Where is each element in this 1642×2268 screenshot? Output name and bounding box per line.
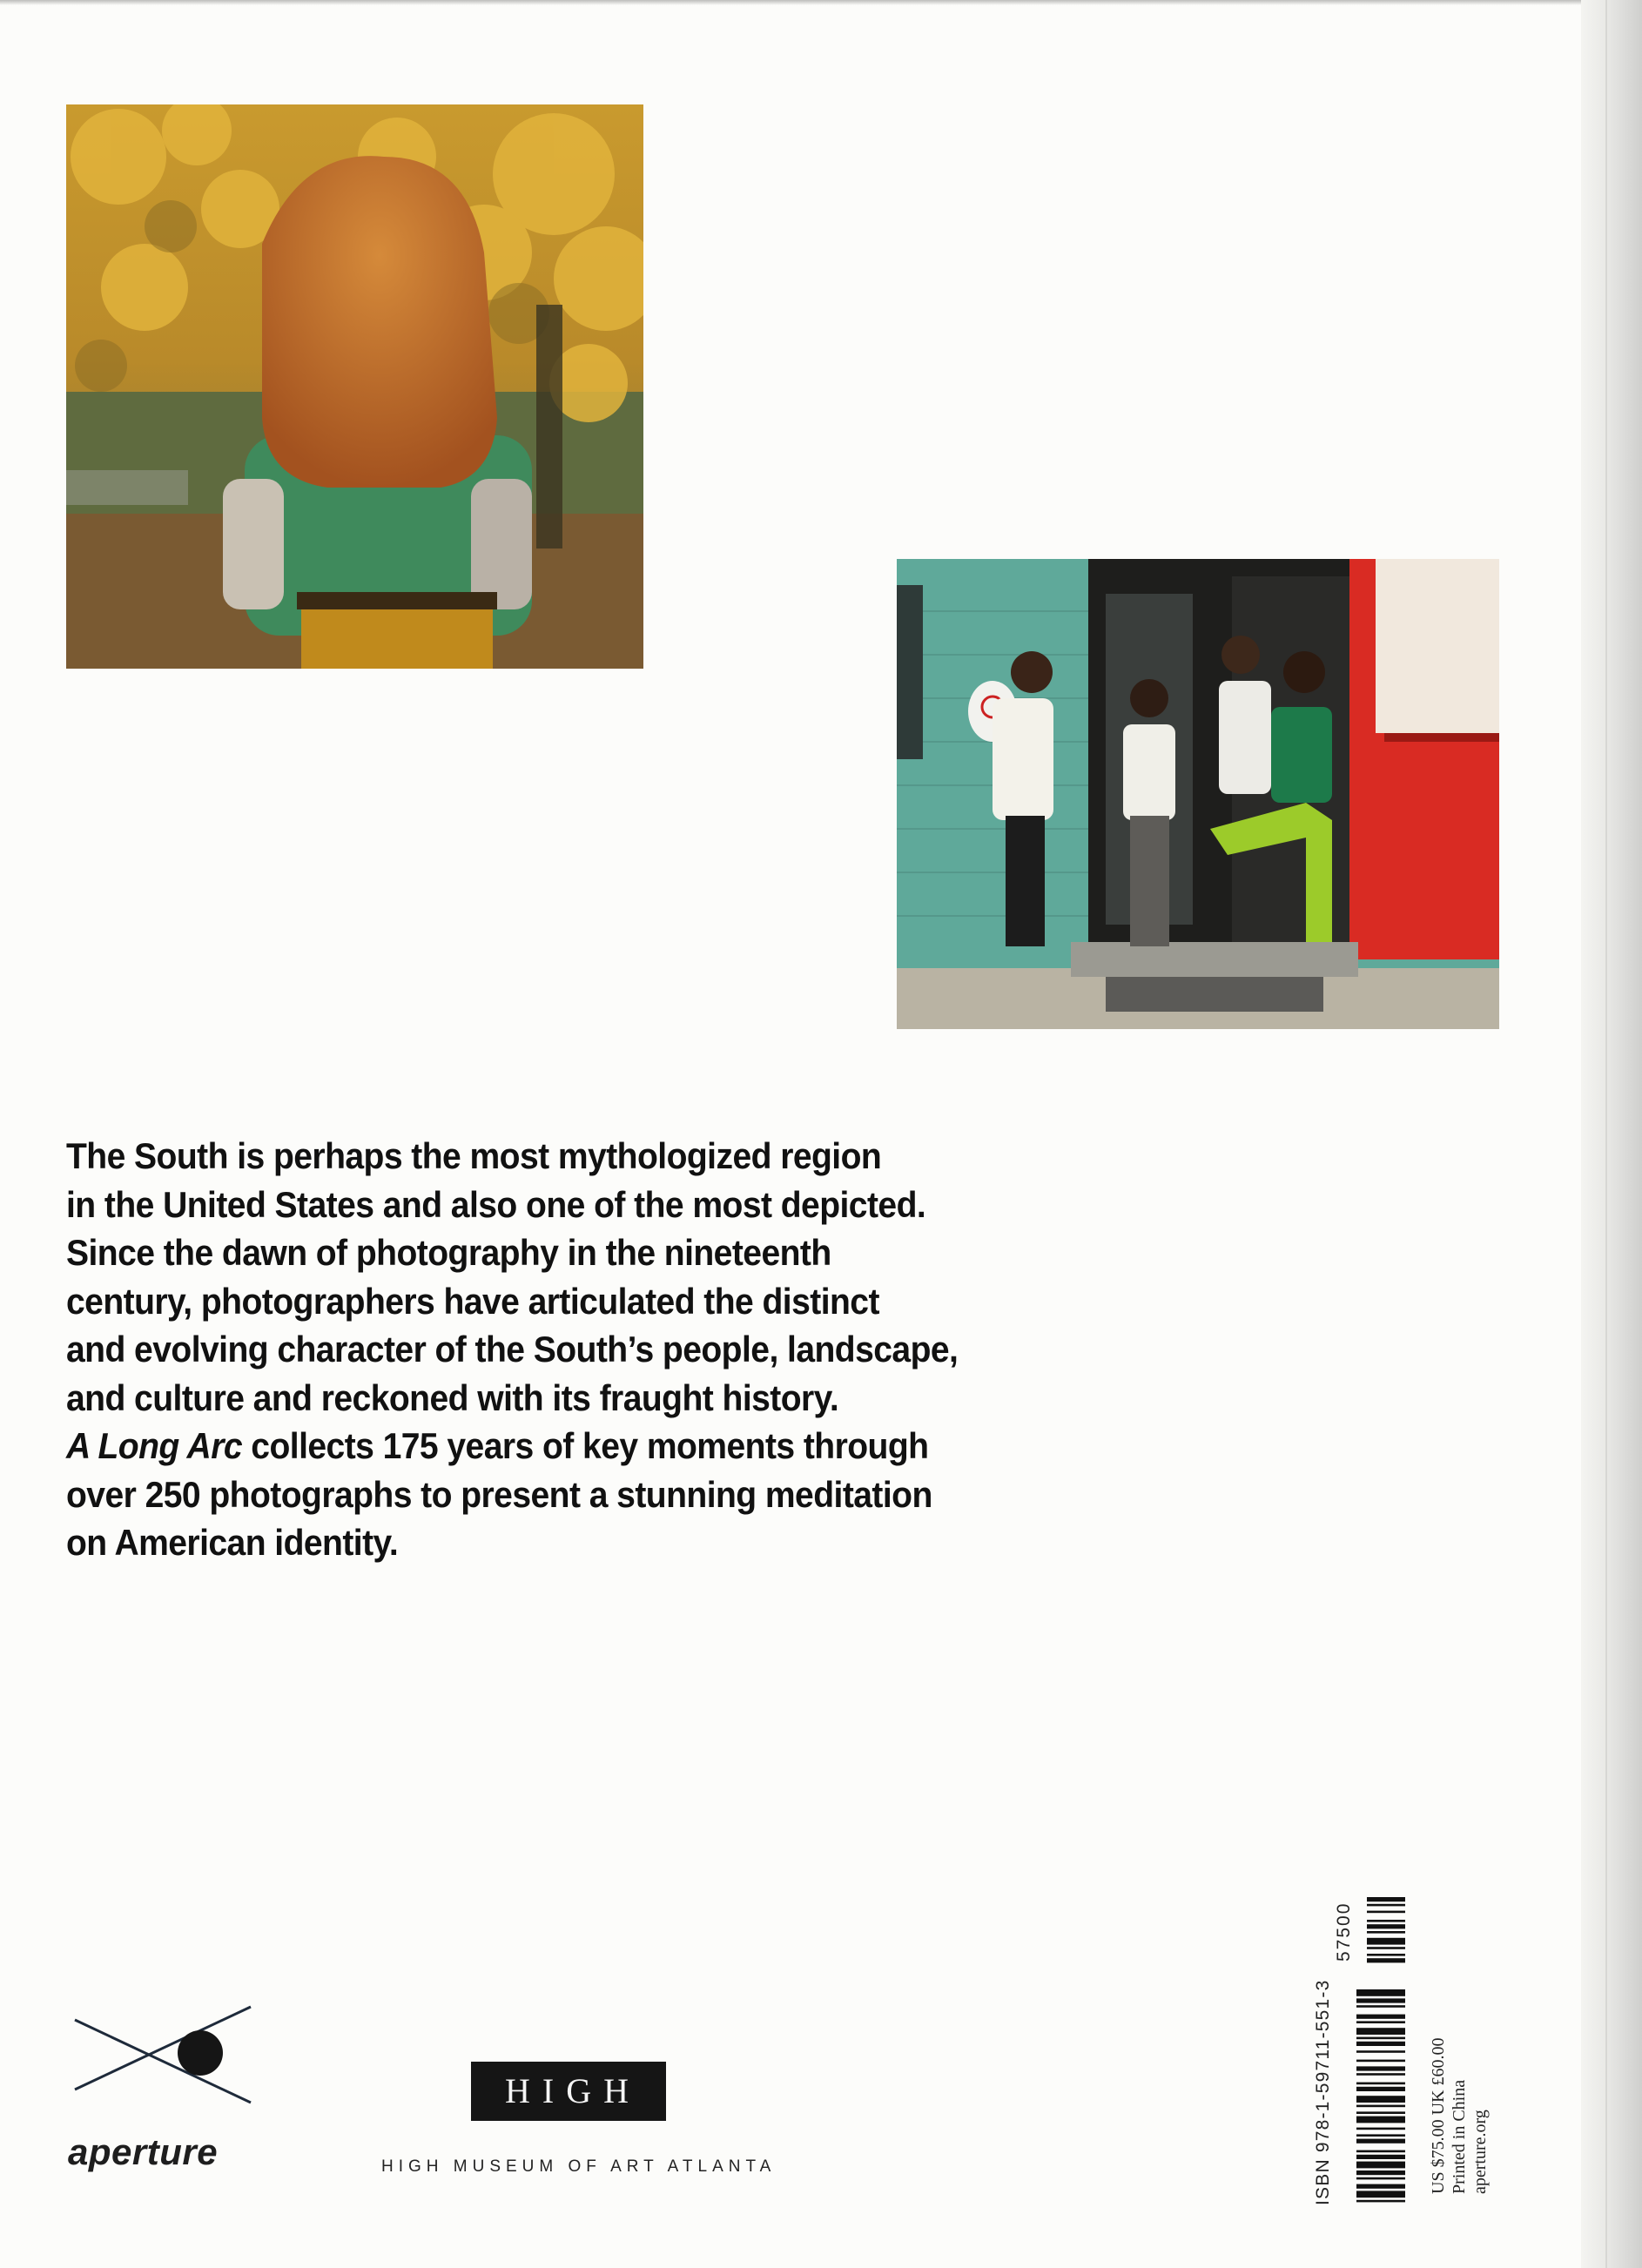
addon-bar — [1367, 1947, 1405, 1949]
high-museum-caption: HIGH MUSEUM OF ART ATLANTA — [381, 2157, 777, 2176]
spine-edge — [1581, 0, 1642, 2268]
barcode-bar — [1356, 2191, 1405, 2197]
addon-bar — [1367, 1931, 1405, 1934]
blurb-line: and culture and reckoned with its fraught history. — [66, 1376, 839, 1418]
barcode-bar — [1356, 2073, 1405, 2076]
barcode-bar — [1356, 2117, 1405, 2123]
barcode-bar — [1356, 2200, 1405, 2203]
barcode-bar — [1356, 2150, 1405, 2153]
barcode-bar — [1356, 2083, 1405, 2085]
barcode-bar — [1356, 2042, 1405, 2046]
addon-bar — [1367, 1938, 1405, 1945]
blurb-line: on American identity. — [66, 1522, 399, 1563]
addon-bar — [1367, 1920, 1405, 1922]
barcode-bar — [1356, 2105, 1405, 2108]
barcode-bar — [1356, 2015, 1405, 2019]
printed-in-text: Printed in China — [1450, 2079, 1469, 2194]
barcode-bar — [1356, 2139, 1405, 2143]
aperture-logo — [68, 2002, 259, 2177]
aperture-mark-icon — [68, 2002, 259, 2107]
cover-blurb — [66, 1132, 1038, 1567]
isbn-text: ISBN 978-1-59711-551-3 — [1313, 1979, 1333, 2205]
barcode-bar — [1356, 2028, 1405, 2035]
barcode-bars-icon — [1313, 1894, 1407, 2207]
high-museum-logo: HIGH — [471, 2062, 666, 2121]
barcode-bar — [1356, 2005, 1405, 2008]
barcode-bar — [1356, 2050, 1405, 2053]
blurb-line: in the United States and also one of the most depicted. — [66, 1183, 926, 1225]
blurb-line: over 250 photographs to present a stunning meditation — [66, 1473, 932, 1515]
book-title-italic: A Long Arc — [66, 1425, 243, 1466]
barcode-bar — [1356, 2111, 1405, 2114]
blurb-line: and evolving character of the South’s people, landscape, — [66, 1329, 959, 1370]
barcode-bar — [1356, 1998, 1405, 2002]
barcode-bar — [1356, 2162, 1405, 2169]
price-info — [1428, 2038, 1491, 2194]
barcode-bar — [1356, 2021, 1405, 2023]
barcode-bar — [1356, 2170, 1405, 2175]
top-edge-shadow — [0, 0, 1642, 5]
barcode-addon-text: 57500 — [1334, 1901, 1354, 1962]
price-text: US $75.00 UK £60.00 — [1429, 2037, 1448, 2194]
barcode-bar — [1356, 1989, 1405, 1996]
barcode-bar — [1356, 2177, 1405, 2180]
barcode-bar — [1356, 2087, 1405, 2091]
woman-autumn-photo — [66, 104, 643, 669]
barcode-bar — [1356, 2037, 1405, 2040]
addon-bar — [1367, 1897, 1405, 1901]
blurb-line: The South is perhaps the most mythologized region — [66, 1135, 882, 1176]
isbn-barcode — [1313, 1894, 1407, 2207]
addon-bar — [1367, 1954, 1405, 1956]
addon-bar — [1367, 1911, 1405, 1914]
addon-bar — [1367, 1958, 1405, 1962]
blurb-line — [66, 1422, 1038, 1470]
barcode-bar — [1356, 2155, 1405, 2159]
spine-fold-line — [1605, 0, 1607, 2268]
barcode-bar — [1356, 2066, 1405, 2070]
blurb-line: Since the dawn of photography in the nineteenth — [66, 1232, 831, 1273]
barcode-bar — [1356, 2060, 1405, 2063]
barcode-bar — [1356, 2134, 1405, 2137]
blurb-line-rest: collects 175 years of key moments through — [242, 1425, 929, 1466]
blurb-line: century, photographers have articulated the distinct — [66, 1280, 879, 1322]
aperture-wordmark: aperture — [68, 2131, 219, 2172]
website-text: aperture.org — [1470, 2110, 1490, 2194]
barcode-bar — [1356, 2184, 1405, 2189]
barcode-bar — [1356, 2128, 1405, 2130]
men-at-storefront-photo — [897, 559, 1499, 1029]
addon-bar — [1367, 1904, 1405, 1907]
barcode-bar — [1356, 2096, 1405, 2103]
addon-bar — [1367, 1924, 1405, 1928]
